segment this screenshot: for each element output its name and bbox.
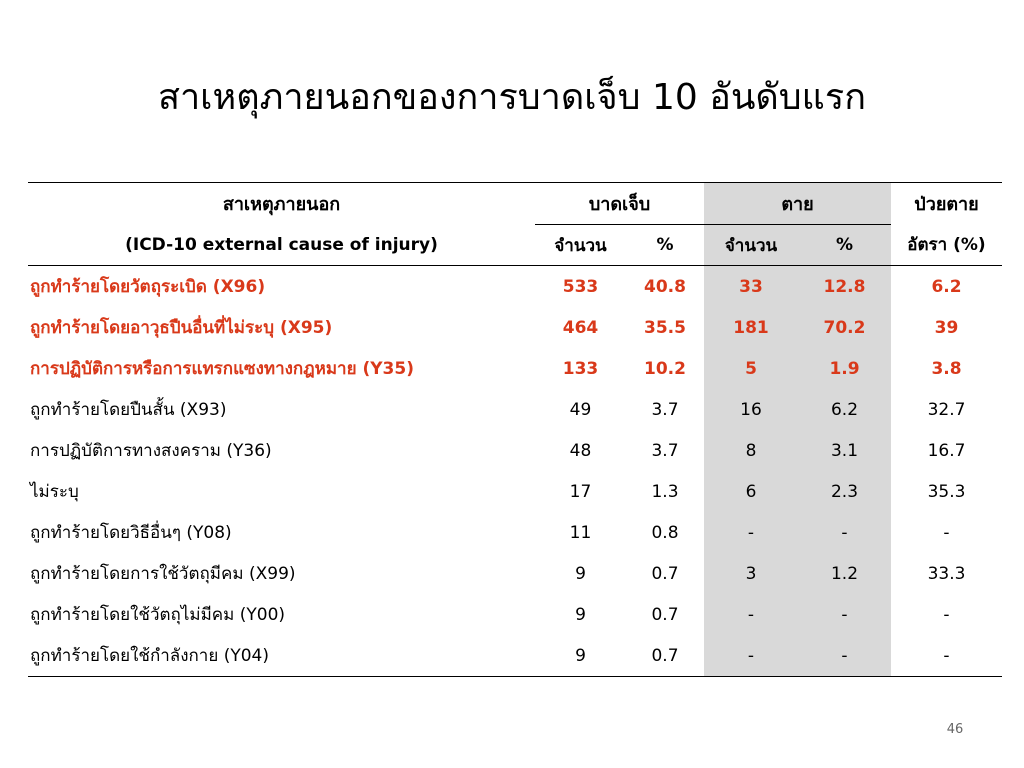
table-row: [28, 389, 1002, 430]
cell-cfr-rate: 16.7: [927, 440, 966, 461]
header-death-count: จำนวน: [704, 225, 798, 266]
cell-cfr-rate: -: [891, 635, 1002, 677]
cell-injury-percent: 0.7: [651, 604, 679, 625]
cell-death-percent: 2.3: [798, 471, 891, 512]
table-row: [28, 594, 1002, 635]
cell-death-percent: -: [798, 512, 891, 553]
cell-cause: ไม่ระบุ: [30, 482, 79, 502]
cell-cause: ถูกทำร้ายโดยปืนสั้น (X93): [30, 400, 227, 420]
cell-death-percent: 6.2: [798, 389, 891, 430]
table-row: [28, 553, 1002, 594]
cell-injury-percent: 40.8: [644, 276, 686, 297]
cell-injury-percent: 3.7: [651, 399, 679, 420]
cell-death-percent: -: [798, 594, 891, 635]
cell-death-count: 8: [704, 430, 798, 471]
table-row: [28, 512, 1002, 553]
cell-cause: การปฏิบัติการหรือการแทรกแซงทางกฎหมาย (Y35): [30, 359, 414, 379]
header-death: ตาย: [704, 183, 891, 225]
cell-death-percent: 70.2: [798, 307, 891, 348]
header-cause-thai: สาเหตุภายนอก: [28, 183, 535, 225]
table-row: [28, 635, 1002, 677]
cell-cfr-rate: 35.3: [927, 481, 966, 502]
cell-injury-count: 48: [569, 440, 592, 461]
cell-injury-count: 11: [569, 522, 592, 543]
cell-death-count: 5: [704, 348, 798, 389]
cell-death-percent: 1.9: [798, 348, 891, 389]
cell-injury-percent: 35.5: [644, 317, 686, 338]
header-injury-count: จำนวน: [535, 225, 626, 266]
cell-cfr-rate: 32.7: [927, 399, 966, 420]
page-number: 46: [946, 722, 964, 737]
cell-death-count: 33: [704, 266, 798, 308]
cell-cause: ถูกทำร้ายโดยใช้กำลังกาย (Y04): [28, 635, 535, 677]
cell-cause: ถูกทำร้ายโดยใช้วัตถุไม่มีคม (Y00): [30, 605, 286, 625]
cell-cfr-rate: 3.8: [931, 358, 962, 379]
cell-death-count: 181: [704, 307, 798, 348]
cell-death-count: -: [704, 635, 798, 677]
cell-injury-count: 133: [562, 358, 599, 379]
cell-death-count: 6: [704, 471, 798, 512]
cell-cause: ถูกทำร้ายโดยการใช้วัตถุมีคม (X99): [30, 564, 296, 584]
cell-death-count: -: [704, 512, 798, 553]
cell-injury-percent: 1.3: [651, 481, 679, 502]
cell-cfr-rate: -: [943, 522, 950, 543]
cell-death-count: 16: [704, 389, 798, 430]
cell-injury-count: 9: [575, 604, 586, 625]
cell-cause: ถูกทำร้ายโดยอาวุธปืนอื่นที่ไม่ระบุ (X95): [30, 318, 333, 338]
header-cfr: ป่วยตาย: [891, 183, 1002, 225]
table-body: [28, 266, 1002, 677]
cell-death-count: -: [704, 594, 798, 635]
cell-injury-count: 9: [535, 635, 626, 677]
cell-injury-count: 9: [575, 563, 586, 584]
cell-injury-percent: 0.7: [626, 635, 704, 677]
cell-cfr-rate: 33.3: [927, 563, 966, 584]
table-header: [28, 183, 1002, 266]
cell-injury-count: 464: [562, 317, 599, 338]
table-row: [28, 307, 1002, 348]
slide-title: สาเหตุภายนอกของการบาดเจ็บ 10 อันดับแรก: [157, 77, 866, 118]
table-row: [28, 471, 1002, 512]
header-death-percent: %: [798, 225, 891, 266]
cell-cause: ถูกทำร้ายโดยวิธีอื่นๆ (Y08): [30, 523, 232, 543]
table-row: [28, 348, 1002, 389]
cell-death-percent: 12.8: [798, 266, 891, 308]
header-cfr-rate: อัตรา (%): [891, 225, 1002, 266]
cell-cause: การปฏิบัติการทางสงคราม (Y36): [30, 441, 272, 461]
cell-death-percent: 1.2: [798, 553, 891, 594]
cell-injury-percent: 3.7: [651, 440, 679, 461]
cell-death-percent: -: [798, 635, 891, 677]
cell-injury-count: 17: [569, 481, 592, 502]
cell-death-percent: 3.1: [798, 430, 891, 471]
cell-injury-count: 533: [562, 276, 599, 297]
header-injury-percent: %: [626, 225, 704, 266]
cell-death-count: 3: [704, 553, 798, 594]
cell-injury-percent: 0.7: [651, 563, 679, 584]
cell-cfr-rate: -: [943, 604, 950, 625]
cell-injury-count: 49: [569, 399, 592, 420]
cell-injury-percent: 10.2: [644, 358, 686, 379]
header-cause-english: (ICD-10 external cause of injury): [28, 225, 535, 266]
cell-cfr-rate: 6.2: [931, 276, 962, 297]
header-injury: บาดเจ็บ: [535, 183, 704, 225]
table-row: [28, 430, 1002, 471]
cell-cfr-rate: 39: [934, 317, 959, 338]
injury-cause-table: [28, 182, 1002, 677]
table-row: [28, 266, 1002, 308]
cell-injury-percent: 0.8: [651, 522, 679, 543]
cell-cause: ถูกทำร้ายโดยวัตถุระเบิด (X96): [30, 277, 266, 297]
